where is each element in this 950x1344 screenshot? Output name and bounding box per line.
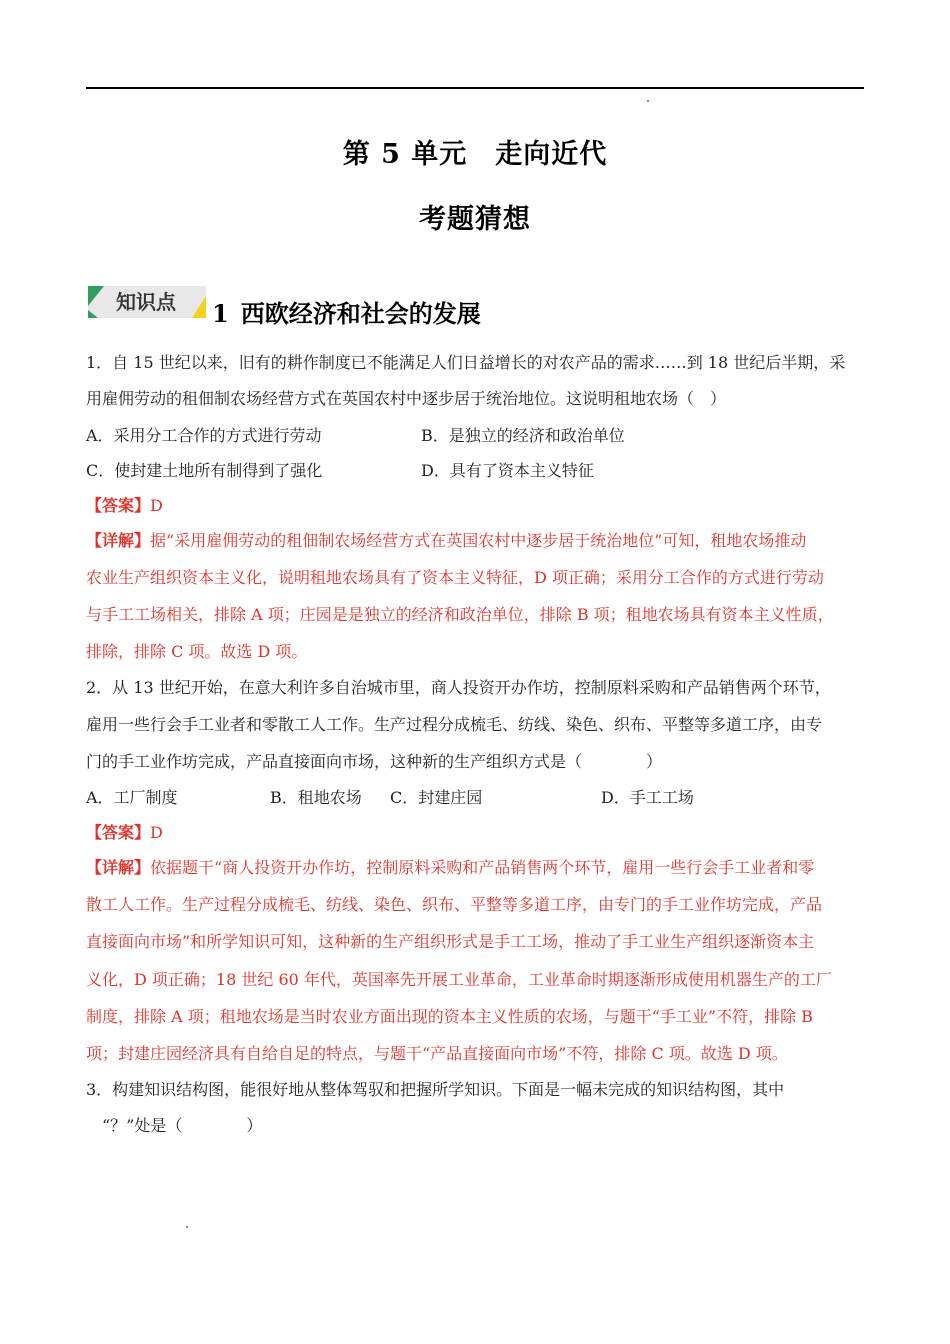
explain-text: 依据题干“商人投资开办作坊，控制原料采购和产品销售两个环节，雇用一些行会手工业者和零 (150, 858, 815, 877)
question-2-explanation-line-5: 制度，排除 A 项；租地农场是当时农业方面出现的资本主义性质的农场，与题干“手工业”不符，排除 B (86, 1007, 813, 1026)
question-2-explanation-line-6: 项；封建庄园经济具有自给自足的特点，与题干“产品直接面向市场”不符，排除 C 项。故选 D 项。 (86, 1044, 788, 1063)
question-1-explanation-line-1 (86, 528, 806, 551)
section-title: 西欧经济和社会的发展 (240, 299, 481, 328)
question-1-stem-line-1: 1．自 15 世纪以来，旧有的耕作制度已不能满足人们日益增长的对农产品的需求……到 18 世纪后半期，采 (86, 353, 846, 372)
decorative-dot (186, 1226, 188, 1228)
knowledge-point-badge-icon (88, 284, 206, 320)
question-2-explanation-line-4: 义化，D 项正确；18 世纪 60 年代，英国率先开展工业革命，工业革命时期逐渐形成使用机器生产的工厂 (86, 970, 832, 989)
section-number: 1 (212, 299, 229, 328)
badge-label: 知识点 (116, 290, 176, 314)
question-1-stem-line-2: 用雇佣劳动的租佃制农场经营方式在英国农村中逐步居于统治地位。这说明租地农场（ ） (86, 389, 727, 408)
question-1-option-b: B．是独立的经济和政治单位 (421, 426, 625, 445)
question-2-option-b: B．租地农场 (270, 788, 362, 807)
explain-tag: 【详解】 (86, 858, 151, 877)
answer-value: D (150, 496, 163, 515)
question-2-option-d: D．手工工场 (601, 788, 694, 807)
question-1-explanation-line-2: 农业生产组织资本主义化，说明租地农场具有了资本主义特征，D 项正确；采用分工合作的方式进行劳动 (86, 568, 824, 587)
question-1-option-d: D．具有了资本主义特征 (421, 461, 594, 480)
answer-tag: 【答案】 (86, 823, 151, 842)
question-2-explanation-line-2: 散工人工作。生产过程分成梳毛、纺线、染色、织布、平整等多道工序，由专门的手工业作坊完成，产品 (86, 895, 823, 914)
unit-title: 第 5 单元 走向近代 (342, 139, 608, 170)
question-2-option-a: A．工厂制度 (86, 788, 178, 807)
page-subtitle: 考题猜想 (419, 204, 531, 235)
question-2-answer (86, 820, 163, 843)
question-1-option-a: A．采用分工合作的方式进行劳动 (86, 426, 322, 445)
answer-tag: 【答案】 (86, 496, 151, 515)
question-3-stem-line-2: “？”处是（ ） (86, 1116, 263, 1135)
question-2-option-c: C．封建庄园 (390, 788, 483, 807)
section-heading (212, 294, 481, 329)
explain-text: 据“采用雇佣劳动的租佃制农场经营方式在英国农村中逐步居于统治地位”可知，租地农场推动 (150, 531, 807, 550)
question-2-stem-line-1: 2．从 13 世纪开始，在意大利许多自治城市里，商人投资开办作坊，控制原料采购和产品销售两个环节， (86, 678, 831, 697)
question-2-stem-line-2: 雇用一些行会手工业者和零散工人工作。生产过程分成梳毛、纺线、染色、织布、平整等多道工序，由专 (86, 715, 823, 734)
question-2-stem-line-3: 门的手工业作坊完成，产品直接面向市场，这种新的生产组织方式是（ ） (86, 752, 663, 771)
header-rule (86, 87, 864, 89)
answer-value: D (150, 823, 163, 842)
explain-tag: 【详解】 (86, 531, 151, 550)
question-1-explanation-line-3: 与手工工场相关，排除 A 项；庄园是是独立的经济和政治单位，排除 B 项；租地农场具有资本主义性质， (86, 605, 834, 624)
question-1-explanation-line-4: 排除，排除 C 项。故选 D 项。 (86, 642, 308, 661)
question-2-explanation-line-3: 直接面向市场”和所学知识可知，这种新的生产组织形式是手工工场，推动了手工业生产组织逐渐资本主 (86, 932, 815, 951)
question-2-explanation-line-1 (86, 855, 814, 878)
question-1-option-c: C．使封建土地所有制得到了强化 (86, 461, 323, 480)
question-1-answer (86, 493, 163, 516)
question-3-stem-line-1: 3．构建知识结构图，能很好地从整体驾驭和把握所学知识。下面是一幅未完成的知识结构图，其中 (86, 1080, 785, 1099)
decorative-dot (647, 100, 649, 102)
